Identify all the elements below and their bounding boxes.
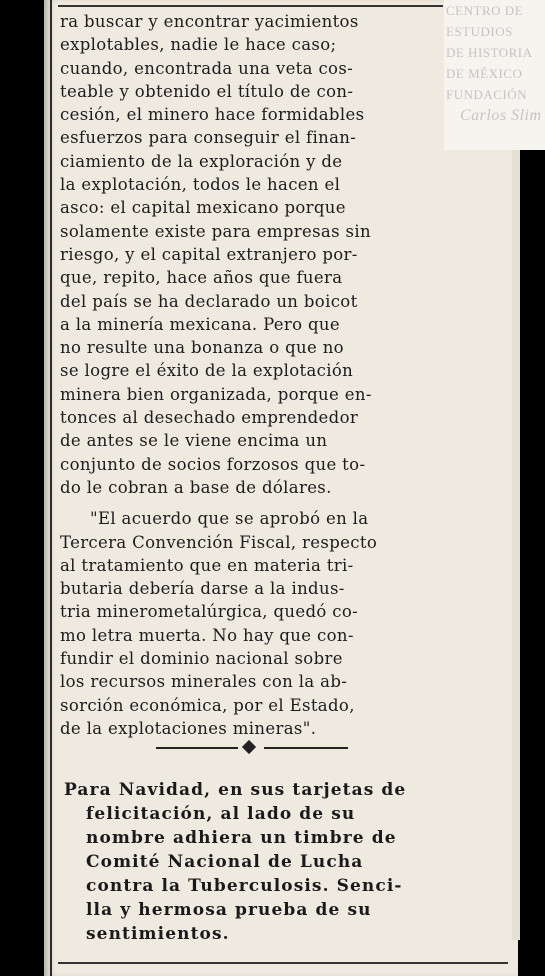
text-line: cuando, encontrada una veta cos- xyxy=(60,58,354,78)
notice-line: lla y hermosa prueba de su xyxy=(86,900,372,920)
divider-line-left xyxy=(156,747,238,749)
article-quote-paragraph xyxy=(60,507,448,740)
text-line: tria minerometalúrgica, quedó co- xyxy=(60,602,359,622)
text-line: los recursos minerales con la ab- xyxy=(60,672,348,692)
article-column xyxy=(60,10,448,740)
text-line: al tratamiento que en materia tri- xyxy=(60,555,354,575)
text-line: esfuerzos para conseguir el finan- xyxy=(60,128,357,148)
notice-line: sentimientos. xyxy=(86,924,230,944)
notice-line: Comité Nacional de Lucha xyxy=(86,852,364,872)
text-line: asco: el capital mexicano porque xyxy=(60,198,346,218)
text-line: explotables, nadie le hace caso; xyxy=(60,35,337,55)
diamond-ornament-icon xyxy=(242,740,256,754)
watermark-line: ESTUDIOS xyxy=(446,24,513,39)
notice-line: nombre adhiera un timbre de xyxy=(86,828,397,848)
watermark-signature: Carlos Slim xyxy=(460,107,542,124)
text-line: teable y obtenido el título de con- xyxy=(60,81,354,101)
divider-line-right xyxy=(264,747,348,749)
watermark-line: DE MÉXICO xyxy=(446,66,523,81)
text-line: de la explotaciones mineras". xyxy=(60,718,317,738)
text-line: tonces al desechado emprendedor xyxy=(60,408,359,428)
text-line: riesgo, y el capital extranjero por- xyxy=(60,244,358,264)
text-line: no resulte una bonanza o que no xyxy=(60,338,344,358)
text-line: se logre el éxito de la explotación xyxy=(60,361,354,381)
notice-line: contra la Tuberculosis. Senci- xyxy=(86,876,403,896)
text-line: mo letra muerta. No hay que con- xyxy=(60,625,354,645)
clipping-edge xyxy=(512,150,520,940)
notice-line: Para Navidad, en sus tarjetas de xyxy=(64,780,407,800)
notice-line: felicitación, al lado de su xyxy=(86,804,356,824)
text-line: la explotación, todos le hacen el xyxy=(60,175,341,195)
column-rule-bottom xyxy=(58,962,508,964)
article-paragraph xyxy=(60,10,448,499)
text-line: del país se ha declarado un boicot xyxy=(60,291,358,311)
watermark-line: CENTRO DE xyxy=(446,3,524,18)
text-line: que, repito, hace años que fuera xyxy=(60,268,343,288)
text-line: solamente existe para empresas sin xyxy=(60,221,371,241)
archive-watermark xyxy=(444,0,545,150)
christmas-notice xyxy=(64,778,448,946)
watermark-line: FUNDACIÓN xyxy=(446,87,528,102)
text-line: ciamiento de la exploración y de xyxy=(60,151,343,171)
column-rule-top xyxy=(58,5,443,7)
text-line: a la minería mexicana. Pero que xyxy=(60,314,341,334)
text-line: sorción económica, por el Estado, xyxy=(60,695,355,715)
text-line: ra buscar y encontrar yacimientos xyxy=(60,12,359,31)
watermark-line: DE HISTORIA xyxy=(446,45,533,60)
text-line: fundir el dominio nacional sobre xyxy=(60,649,343,669)
text-line: butaria debería darse a la indus- xyxy=(60,579,345,599)
text-line: "El acuerdo que se aprobó en la xyxy=(90,509,369,529)
text-line: cesión, el minero hace formidables xyxy=(60,105,365,125)
text-line: do le cobran a base de dólares. xyxy=(60,477,332,497)
section-divider xyxy=(156,742,348,754)
text-line: minera bien organizada, porque en- xyxy=(60,384,372,404)
text-line: Tercera Convención Fiscal, respecto xyxy=(60,532,378,552)
text-line: conjunto de socios forzosos que to- xyxy=(60,454,366,474)
text-line: de antes se le viene encima un xyxy=(60,431,328,451)
column-rule-left xyxy=(50,0,52,976)
